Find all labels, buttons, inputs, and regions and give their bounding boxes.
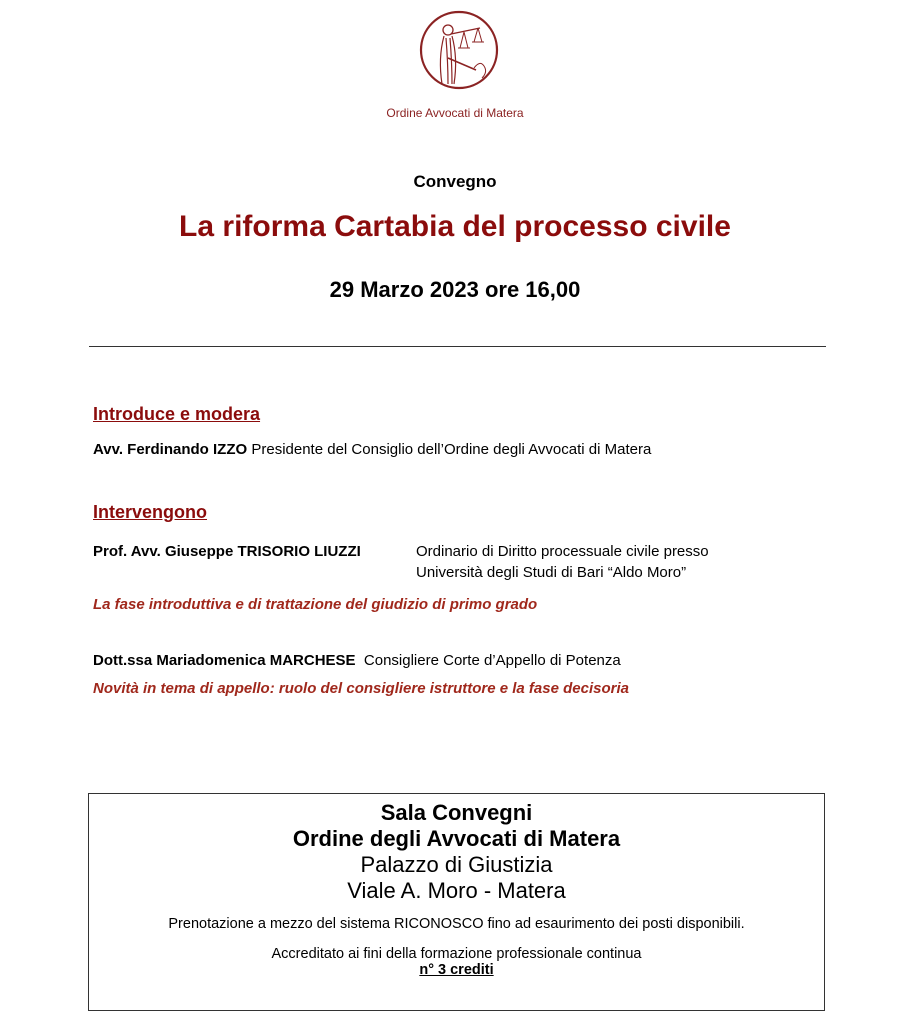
venue-box <box>88 793 825 1011</box>
divider <box>89 346 826 347</box>
venue-organization: Ordine degli Avvocati di Matera <box>292 826 621 851</box>
accreditation-note: Accreditato ai fini della formazione professionale continua <box>271 946 642 962</box>
moderator-entry <box>93 441 651 458</box>
booking-note: Prenotazione a mezzo del sistema RICONOSCO fino ad esaurimento dei posti disponibili. <box>168 916 745 932</box>
speaker-role-line2: Università degli Studi di Bari “Aldo Moro” <box>416 564 687 581</box>
logo-caption: Ordine Avvocati di Matera <box>386 106 524 120</box>
venue-room: Sala Convegni <box>380 800 533 825</box>
moderator-name: Avv. Ferdinando IZZO <box>93 441 248 458</box>
event-datetime: 29 Marzo 2023 ore 16,00 <box>329 277 581 302</box>
event-title: La riforma Cartabia del processo civile <box>179 210 731 243</box>
credits-count: n° 3 crediti <box>419 962 494 978</box>
speaker-entry <box>93 652 621 669</box>
speaker-role: Consigliere Corte d’Appello di Potenza <box>363 652 621 669</box>
speakers-heading: Intervengono <box>93 502 208 522</box>
speaker-topic: La fase introduttiva e di trattazione del giudizio di primo grado <box>93 596 538 613</box>
speaker-entry <box>93 543 361 560</box>
venue-address: Viale A. Moro - Matera <box>347 878 566 903</box>
speaker-role: Ordinario di Diritto processuale civile presso <box>416 543 709 560</box>
justice-scales-emblem-icon <box>418 8 500 92</box>
speaker-name: Prof. Avv. Giuseppe TRISORIO LIUZZI <box>93 543 361 560</box>
speaker-name: Dott.ssa Mariadomenica MARCHESE <box>93 652 356 669</box>
speaker-topic: Novità in tema di appello: ruolo del consigliere istruttore e la fase decisoria <box>93 680 629 697</box>
venue-building: Palazzo di Giustizia <box>360 852 553 877</box>
moderator-role: Presidente del Consiglio dell’Ordine degli Avvocati di Matera <box>251 441 652 458</box>
event-kicker: Convegno <box>413 172 497 191</box>
moderator-heading: Introduce e modera <box>93 404 261 424</box>
